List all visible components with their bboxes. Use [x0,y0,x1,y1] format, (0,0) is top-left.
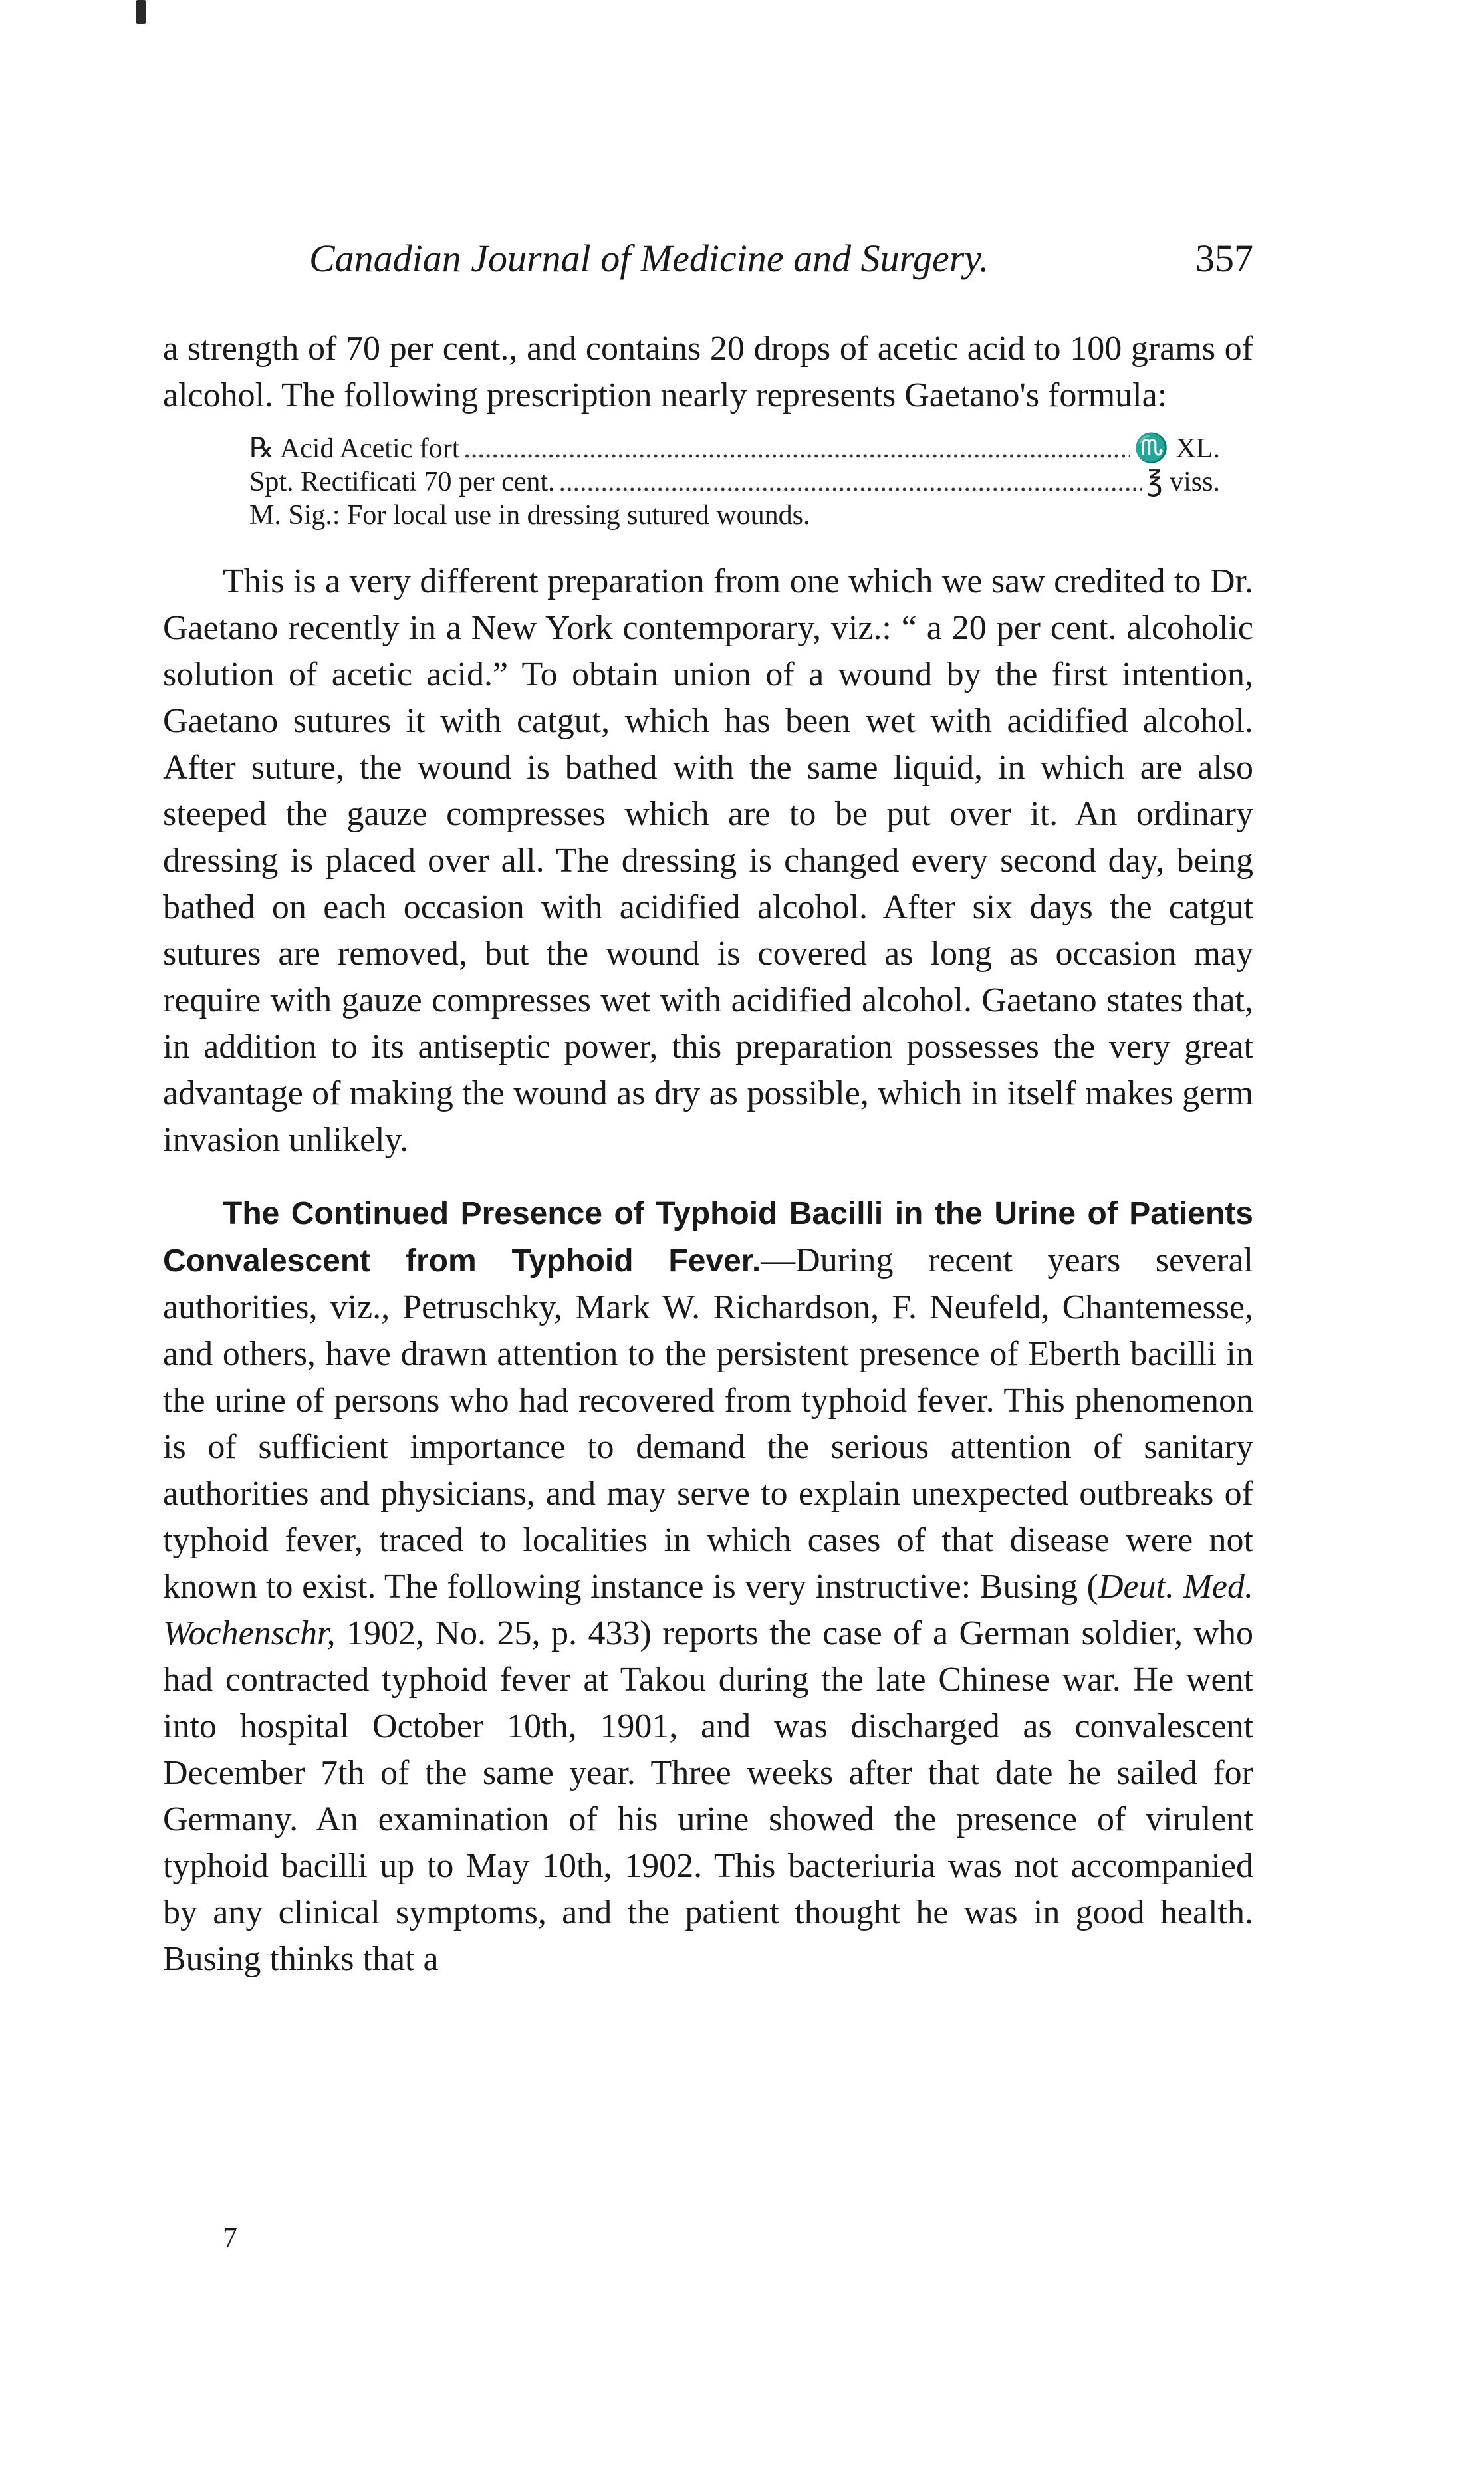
page-number: 357 [1195,237,1253,280]
paragraph-typhoid [163,1190,1253,1983]
printer-speck [136,0,146,24]
leader-dots [559,465,1143,499]
prescription-quantity-2: ℥ viss. [1146,467,1220,497]
page-header [309,236,1253,283]
section-heading: The Continued Presence of Typhoid Bacilli in the Urine of Patients Convalescent from Typhoid Fever. [163,1196,1253,1279]
prescription-ingredient-1: ℞ Acid Acetic fort [249,433,460,464]
citation-journal: Deut. Med. Wochenschr, [163,1568,1253,1652]
prescription-block [249,432,1220,532]
paragraph-typhoid-text-a: —During recent years several authorities, viz., Petruschky, Mark W. Richardson, F. Neufeld, Chantemesse, and others, have drawn attention to the persistent presence of Eberth bacilli in the urine of persons who had recovered from typhoid fever. This phenomenon is of sufficient importance to demand the serious attention of sanitary authorities and physicians, and may serve to explain unexpected outbreaks of typhoid fever, traced to localities in which cases of that disease were not known to exist. The following instance is very instructive: Busing ( [163,1241,1253,1606]
leader-dots [463,432,1130,465]
prescription-line-2 [249,465,1220,499]
body-text [163,326,1253,1983]
prescription-quantity-1: ♏ XL. [1134,433,1220,464]
paragraph-typhoid-text-b: 1902, No. 25, p. 433) reports the case of a German soldier, who had contracted typhoid fever at Takou during the late Chinese war. He went into hospital October 10th, 1901, and was discharged as convalescent December 7th of the same year. Three weeks after that date he sailed for Germany. An examination of his urine showed the presence of virulent typhoid bacilli up to May 10th, 1902. This bacteriuria was not accompanied by any clinical symptoms, and the patient thought he was in good health. Busing thinks that a [163,1614,1253,1978]
paragraph-gaetano: This is a very different preparation from one which we saw credited to Dr. Gaetano recently in a New York contemporary, viz.: “ a 20 per cent. alcoholic solution of acetic acid.” To obtain union of a wound by the first intention, Gaetano sutures it with catgut, which has been wet with acidified alcohol. After suture, the wound is bathed with the same liquid, in which are also steeped the gauze compresses which are to be put over it. An ordinary dressing is placed over all. The dressing is changed every second day, being bathed on each occasion with acidified alcohol. After six days the catgut sutures are removed, but the wound is covered as long as occasion may require with gauze compresses wet with acidified alcohol. Gaetano states that, in addition to its antiseptic power, this preparation possesses the very great advantage of making the wound as dry as possible, which in itself makes germ invasion unlikely. [163,562,1253,1159]
prescription-line-1 [249,432,1220,465]
prescription-signa: M. Sig.: For local use in dressing sutured wounds. [249,500,810,531]
signature-mark: 7 [223,2221,237,2254]
prescription-ingredient-2: Spt. Rectificati 70 per cent. [249,467,555,497]
running-head: Canadian Journal of Medicine and Surgery. [309,237,989,280]
paragraph-continued: a strength of 70 per cent., and contains 20 drops of acetic acid to 100 grams of alcohol. The following prescription nearly represents Gaetano's formula: [163,330,1253,414]
